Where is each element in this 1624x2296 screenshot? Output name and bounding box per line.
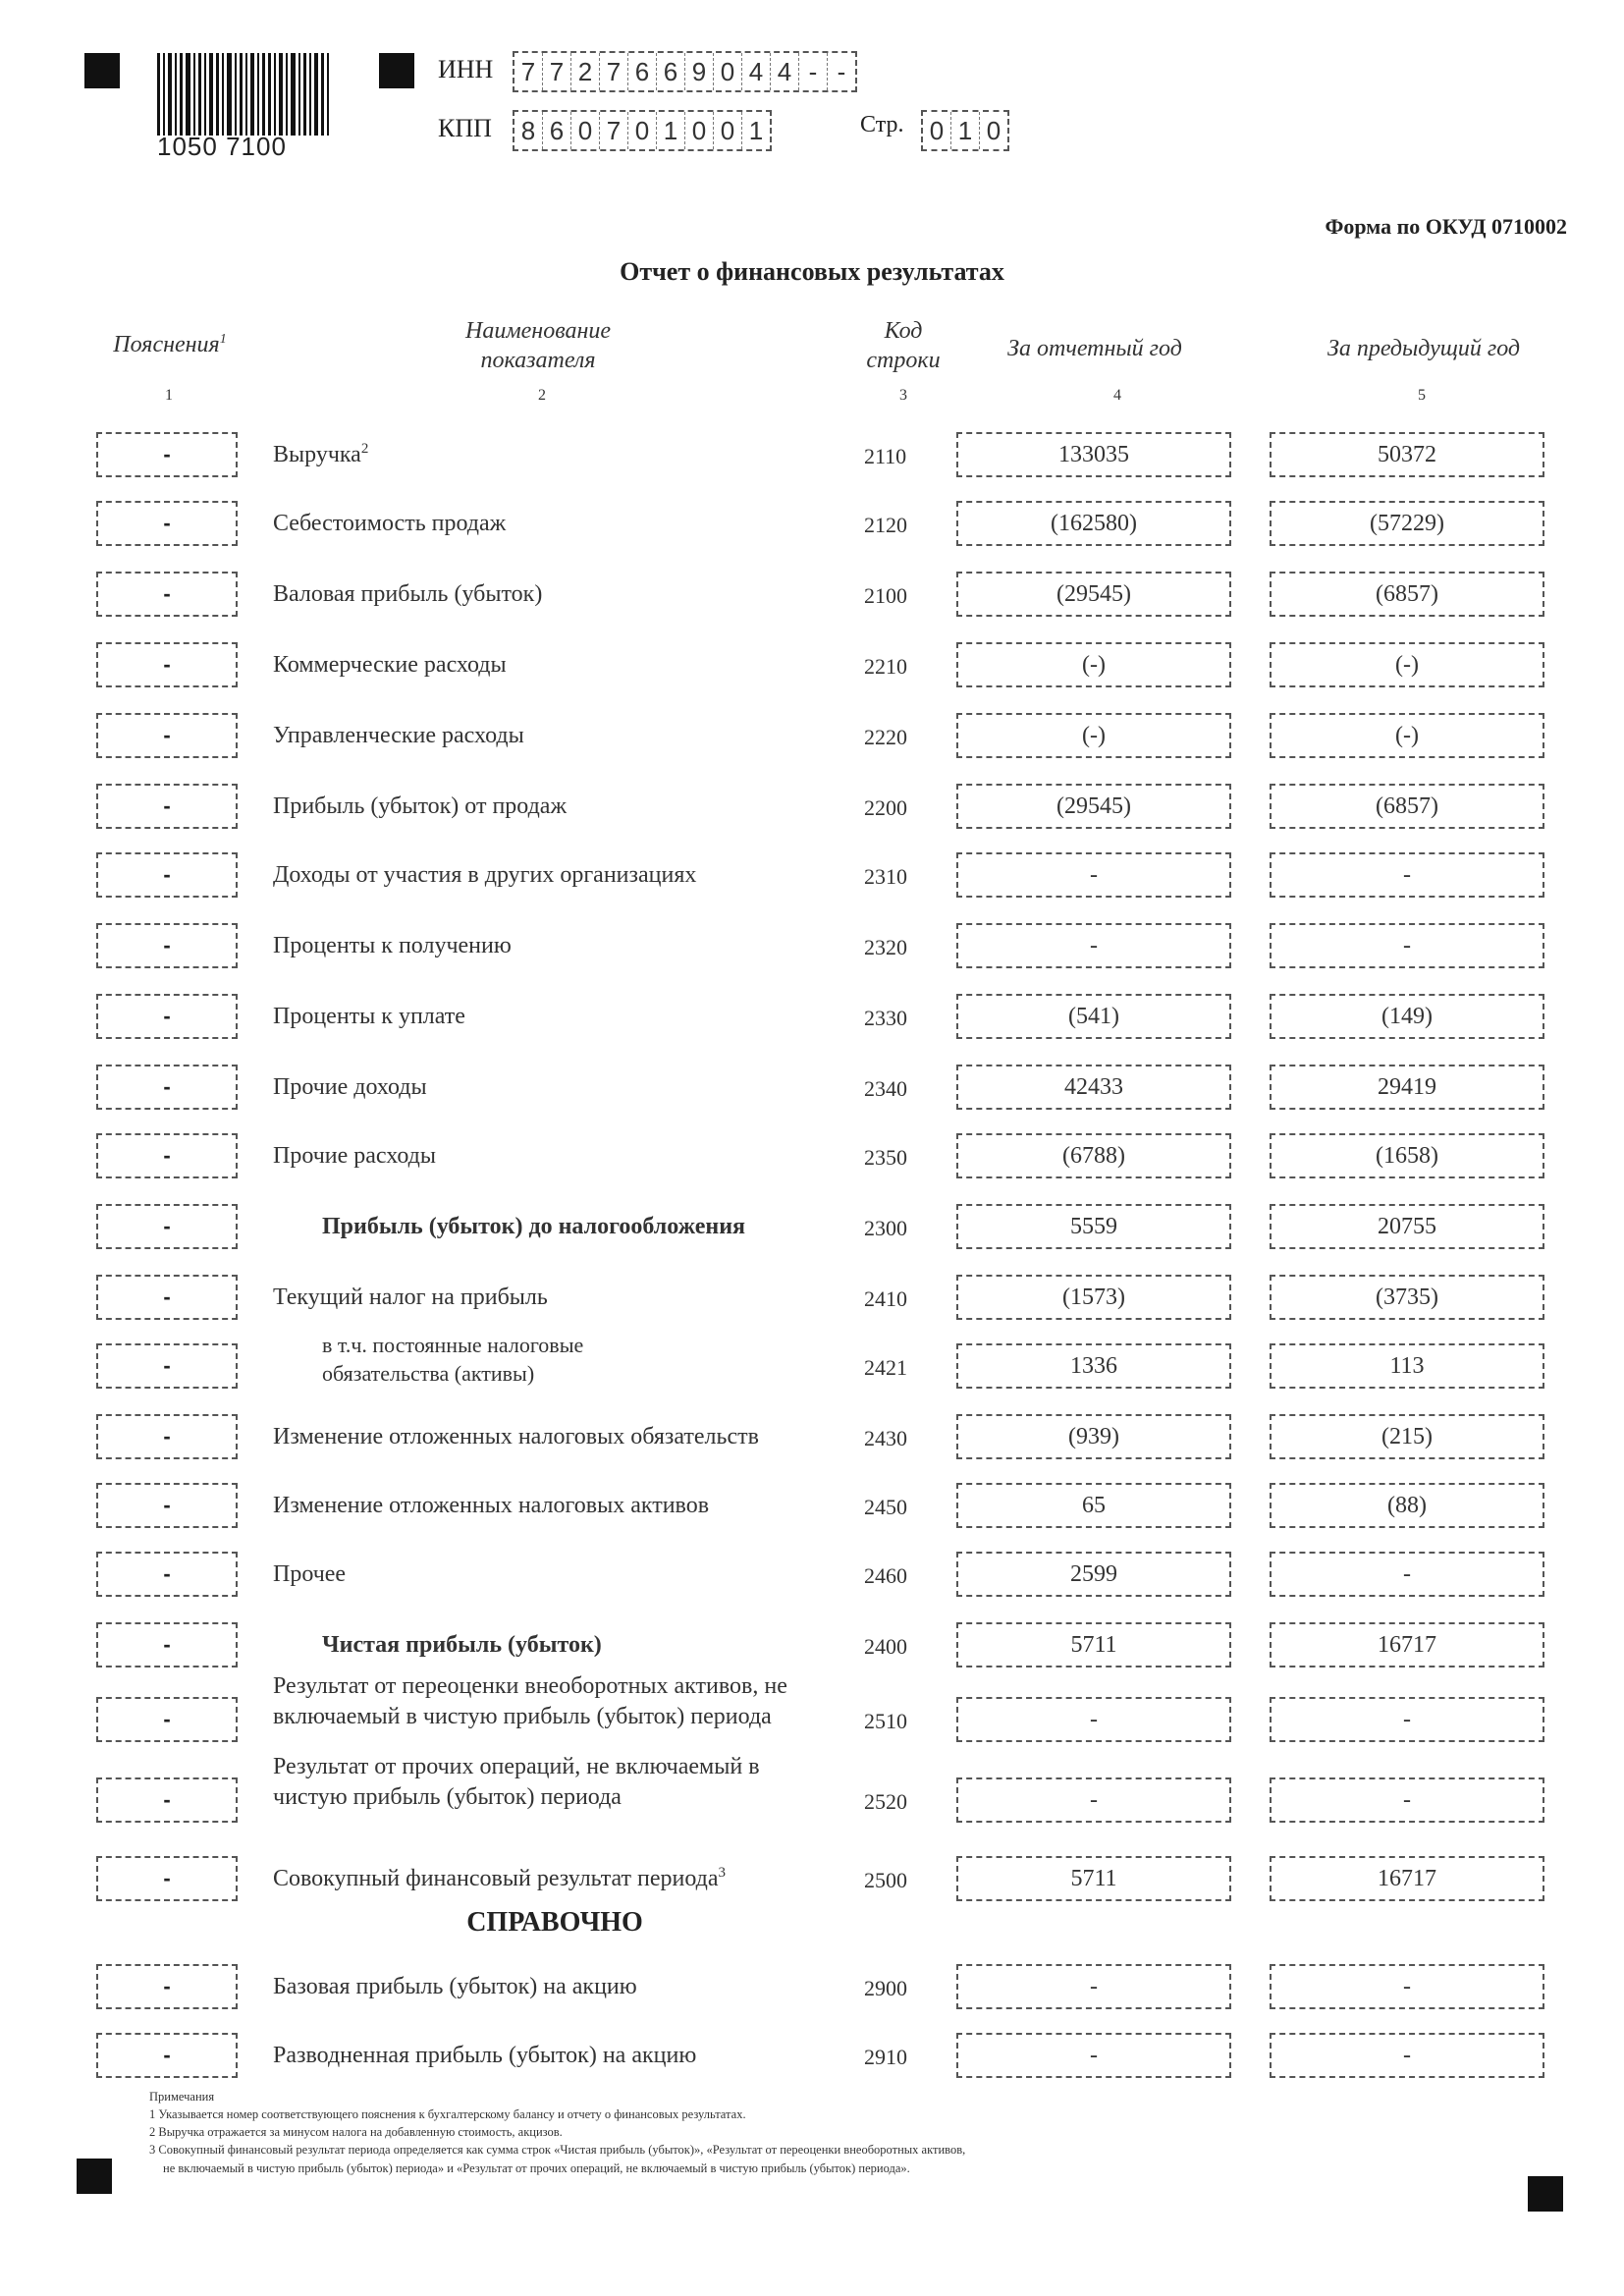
column-number: 4 xyxy=(1113,387,1121,404)
line-code: 2100 xyxy=(864,583,907,608)
indicator-name xyxy=(273,2041,823,2071)
indicator-name xyxy=(273,792,823,822)
explanation-cell: - xyxy=(96,784,238,829)
page-number-field xyxy=(921,110,1009,151)
line-code: 2220 xyxy=(864,725,907,749)
explanation-cell: - xyxy=(96,432,238,477)
header-explanations xyxy=(96,330,244,359)
previous-year-value: (6857) xyxy=(1270,572,1544,617)
current-year-value: 65 xyxy=(956,1483,1231,1528)
registration-mark-top-left xyxy=(84,53,120,88)
explanation-cell: - xyxy=(96,994,238,1039)
indicator-name xyxy=(273,1002,823,1032)
indicator-name xyxy=(273,1283,823,1313)
line-code: 2520 xyxy=(864,1789,907,1814)
previous-year-value: (3735) xyxy=(1270,1275,1544,1320)
explanation-cell: - xyxy=(96,1343,238,1389)
column-number: 5 xyxy=(1418,387,1426,404)
inn-field xyxy=(513,51,857,92)
previous-year-value: (215) xyxy=(1270,1414,1544,1459)
line-code: 2110 xyxy=(864,444,907,468)
barcode-bar xyxy=(250,53,254,136)
barcode-bar xyxy=(209,53,213,136)
barcode-bar xyxy=(321,53,324,136)
indicator-name xyxy=(273,1422,823,1452)
header-current-year: За отчетный год xyxy=(1007,336,1182,361)
explanation-cell: - xyxy=(96,1552,238,1597)
line-code: 2210 xyxy=(864,654,907,679)
indicator-name-text: Разводненная прибыль (убыток) на акцию xyxy=(273,2043,697,2068)
barcode-bar xyxy=(240,53,243,136)
current-year-value: (-) xyxy=(956,642,1231,687)
explanation-cell: - xyxy=(96,1697,238,1742)
barcode-bar xyxy=(198,53,201,136)
inn-digit-cell: 4 xyxy=(741,53,770,90)
explanation-cell: - xyxy=(96,1964,238,2009)
indicator-name xyxy=(273,579,823,610)
current-year-value: (29545) xyxy=(956,572,1231,617)
inn-label: ИНН xyxy=(438,55,494,83)
indicator-name-text: Изменение отложенных налоговых активов xyxy=(273,1493,710,1518)
inn-digit-cell: 0 xyxy=(713,53,741,90)
line-code: 2120 xyxy=(864,513,907,537)
indicator-name xyxy=(322,1630,872,1661)
previous-year-value: (6857) xyxy=(1270,784,1544,829)
indicator-name xyxy=(273,1491,823,1521)
indicator-name xyxy=(273,1752,823,1813)
line-code: 2300 xyxy=(864,1216,907,1240)
indicator-name-text: Валовая прибыль (убыток) xyxy=(273,581,543,607)
explanation-cell: - xyxy=(96,1414,238,1459)
indicator-name-text: Выручка xyxy=(273,442,361,467)
explanation-cell: - xyxy=(96,1204,238,1249)
indicator-name xyxy=(273,1072,823,1103)
footnote-ref: 2 xyxy=(360,441,369,457)
line-code: 2200 xyxy=(864,795,907,820)
indicator-name-text: Коммерческие расходы xyxy=(273,652,507,678)
explanation-cell: - xyxy=(96,1065,238,1110)
line-code: 2340 xyxy=(864,1076,907,1101)
footnote-ref: 3 xyxy=(718,1865,727,1881)
previous-year-value: - xyxy=(1270,923,1544,968)
line-code: 2310 xyxy=(864,864,907,889)
barcode-bar xyxy=(303,53,306,136)
barcode-bar xyxy=(216,53,219,136)
indicator-name xyxy=(273,1559,823,1590)
footnote-3-continued: не включаемый в чистую прибыль (убыток) периода» и «Результат от прочих операций, не включаемый в чистую прибыль (убыток) периода». xyxy=(163,2160,910,2175)
current-year-value: (162580) xyxy=(956,501,1231,546)
line-code: 2350 xyxy=(864,1145,907,1170)
previous-year-value: 50372 xyxy=(1270,432,1544,477)
barcode-bar xyxy=(186,53,190,136)
current-year-value: (1573) xyxy=(956,1275,1231,1320)
current-year-value: - xyxy=(956,2033,1231,2078)
barcode-bar xyxy=(309,53,311,136)
inn-digit-cell: 4 xyxy=(770,53,798,90)
explanation-cell: - xyxy=(96,713,238,758)
indicator-name xyxy=(273,721,823,751)
previous-year-value: - xyxy=(1270,852,1544,898)
indicator-name xyxy=(273,931,823,961)
indicator-name-text: Проценты к получению xyxy=(273,933,512,958)
indicator-name-text: Прочие расходы xyxy=(273,1143,436,1169)
previous-year-value: 16717 xyxy=(1270,1622,1544,1667)
barcode-number: 1050 7100 xyxy=(157,132,287,161)
indicator-name-text: Изменение отложенных налоговых обязательств xyxy=(273,1424,759,1449)
column-number: 2 xyxy=(538,387,546,404)
inn-digit-cell: - xyxy=(827,53,855,90)
barcode-bar xyxy=(268,53,271,136)
registration-mark-bottom-left xyxy=(77,2159,112,2194)
current-year-value: (29545) xyxy=(956,784,1231,829)
kpp-label: КПП xyxy=(438,114,492,142)
previous-year-value: 16717 xyxy=(1270,1856,1544,1901)
line-code: 2910 xyxy=(864,2045,907,2069)
indicator-name-text: Себестоимость продаж xyxy=(273,511,507,536)
indicator-name-text: Прочие доходы xyxy=(273,1074,427,1100)
header-explanations-label: Пояснения xyxy=(113,332,220,357)
inn-digit-cell: 7 xyxy=(599,53,627,90)
registration-mark-top-center xyxy=(379,53,414,88)
inn-digit-cell: - xyxy=(798,53,827,90)
current-year-value: 133035 xyxy=(956,432,1231,477)
indicator-name-text: Прибыль (убыток) от продаж xyxy=(273,793,568,819)
line-code: 2320 xyxy=(864,935,907,959)
kpp-digit-cell: 7 xyxy=(599,112,627,149)
inn-digit-cell: 7 xyxy=(520,56,536,86)
previous-year-value: - xyxy=(1270,1777,1544,1823)
barcode-bar xyxy=(245,53,247,136)
page-title: Отчет о финансовых результатах xyxy=(620,257,1004,286)
barcode-bar xyxy=(157,53,160,136)
explanation-cell: - xyxy=(96,852,238,898)
indicator-name-text: в т.ч. постоянные налоговые обязательства (активы) xyxy=(322,1333,584,1386)
page-digit-cell: 0 xyxy=(929,115,945,145)
inn-digit-cell: 6 xyxy=(656,53,684,90)
page-digit-cell: 1 xyxy=(950,112,979,149)
header-explanations-sup: 1 xyxy=(219,332,227,347)
barcode-bar xyxy=(286,53,288,136)
header-indicator-name: Наименование показателя xyxy=(464,318,612,373)
line-code: 2400 xyxy=(864,1634,907,1659)
line-code: 2330 xyxy=(864,1006,907,1030)
barcode-bar xyxy=(298,53,300,136)
kpp-digit-cell: 0 xyxy=(684,112,713,149)
barcode-bar xyxy=(193,53,195,136)
indicator-name-text: Результат от переоценки внеоборотных активов, не включаемый в чистую прибыль (убыток) периода xyxy=(273,1673,787,1730)
barcode-bar xyxy=(314,53,318,136)
inn-digit-cell: 2 xyxy=(570,53,599,90)
indicator-name-text: Прибыль (убыток) до налогообложения xyxy=(322,1214,746,1239)
inn-digit-cell: 9 xyxy=(684,53,713,90)
column-number: 1 xyxy=(165,387,173,404)
barcode-bar xyxy=(257,53,259,136)
previous-year-value: 20755 xyxy=(1270,1204,1544,1249)
indicator-name xyxy=(273,1972,823,2002)
barcode-bar xyxy=(227,53,232,136)
explanation-cell: - xyxy=(96,1133,238,1178)
indicator-name xyxy=(273,1141,823,1172)
barcode-bar xyxy=(327,53,329,136)
current-year-value: (6788) xyxy=(956,1133,1231,1178)
kpp-digit-cell: 6 xyxy=(542,112,570,149)
footnotes-heading: Примечания xyxy=(149,2090,215,2104)
barcode-bar xyxy=(180,53,183,136)
inn-digit-cell: 6 xyxy=(627,53,656,90)
explanation-cell: - xyxy=(96,1777,238,1823)
header-line-code: Код строки xyxy=(866,318,941,373)
indicator-name-text: Результат от прочих операций, не включаемый в чистую прибыль (убыток) периода xyxy=(273,1754,760,1811)
indicator-name xyxy=(273,650,823,681)
barcode-bar xyxy=(175,53,177,136)
footnote-3: 3 Совокупный финансовый результат периода определяется как сумма строк «Чистая прибыль (убыток)», «Результат от переоценки внеоборотных активов, xyxy=(149,2143,966,2158)
line-code: 2410 xyxy=(864,1286,907,1311)
current-year-value: - xyxy=(956,852,1231,898)
current-year-value: 1336 xyxy=(956,1343,1231,1389)
barcode-lines xyxy=(157,53,342,136)
indicator-name-text: Чистая прибыль (убыток) xyxy=(322,1632,602,1658)
page-label: Стр. xyxy=(860,112,904,137)
barcode-bar xyxy=(262,53,265,136)
footnotes xyxy=(149,2088,965,2177)
line-code: 2460 xyxy=(864,1563,907,1588)
registration-mark-bottom-right xyxy=(1528,2176,1563,2212)
current-year-value: - xyxy=(956,1697,1231,1742)
explanation-cell: - xyxy=(96,1622,238,1667)
previous-year-value: (57229) xyxy=(1270,501,1544,546)
current-year-value: 5711 xyxy=(956,1622,1231,1667)
barcode-bar xyxy=(204,53,206,136)
previous-year-value: - xyxy=(1270,2033,1544,2078)
kpp-digit-cell: 0 xyxy=(627,112,656,149)
previous-year-value: (-) xyxy=(1270,642,1544,687)
column-number: 3 xyxy=(899,387,907,404)
previous-year-value: (149) xyxy=(1270,994,1544,1039)
indicator-name-text: Доходы от участия в других организациях xyxy=(273,862,697,888)
barcode-bar xyxy=(291,53,296,136)
barcode-bar xyxy=(163,53,165,136)
barcode-bar xyxy=(274,53,276,136)
explanation-cell: - xyxy=(96,501,238,546)
current-year-value: 5711 xyxy=(956,1856,1231,1901)
previous-year-value: 113 xyxy=(1270,1343,1544,1389)
current-year-value: (939) xyxy=(956,1414,1231,1459)
barcode-bar xyxy=(222,53,224,136)
line-code: 2421 xyxy=(864,1355,907,1380)
indicator-name xyxy=(322,1212,872,1242)
indicator-name-text: Базовая прибыль (убыток) на акцию xyxy=(273,1974,637,1999)
section-title-reference: СПРАВОЧНО xyxy=(466,1907,643,1938)
footnote-2: 2 Выручка отражается за минусом налога на добавленную стоимость, акцизов. xyxy=(149,2125,563,2140)
barcode-bar xyxy=(279,53,283,136)
current-year-value: (541) xyxy=(956,994,1231,1039)
explanation-cell: - xyxy=(96,642,238,687)
kpp-digit-cell: 1 xyxy=(741,112,770,149)
line-code: 2430 xyxy=(864,1426,907,1450)
barcode xyxy=(157,53,342,161)
previous-year-value: - xyxy=(1270,1964,1544,2009)
indicator-name-text: Совокупный финансовый результат периода xyxy=(273,1866,719,1891)
line-code: 2510 xyxy=(864,1709,907,1733)
indicator-name xyxy=(273,509,823,539)
explanation-cell: - xyxy=(96,1275,238,1320)
previous-year-value: - xyxy=(1270,1697,1544,1742)
form-code: Форма по ОКУД 0710002 xyxy=(1325,214,1567,239)
indicator-name xyxy=(273,1671,823,1732)
page-digit-cell: 0 xyxy=(979,112,1007,149)
indicator-name-text: Текущий налог на прибыль xyxy=(273,1285,548,1310)
indicator-name xyxy=(273,860,823,891)
kpp-digit-cell: 0 xyxy=(570,112,599,149)
barcode-bar xyxy=(235,53,237,136)
line-code: 2450 xyxy=(864,1495,907,1519)
line-code: 2900 xyxy=(864,1976,907,2000)
kpp-digit-cell: 0 xyxy=(713,112,741,149)
current-year-value: 5559 xyxy=(956,1204,1231,1249)
barcode-bar xyxy=(168,53,172,136)
kpp-field xyxy=(513,110,772,151)
indicator-name-text: Прочее xyxy=(273,1561,347,1587)
current-year-value: 42433 xyxy=(956,1065,1231,1110)
inn-digit-cell: 7 xyxy=(542,53,570,90)
explanation-cell: - xyxy=(96,1483,238,1528)
kpp-digit-cell: 8 xyxy=(520,115,536,145)
line-code: 2500 xyxy=(864,1868,907,1892)
current-year-value: - xyxy=(956,1964,1231,2009)
previous-year-value: - xyxy=(1270,1552,1544,1597)
indicator-name-text: Управленческие расходы xyxy=(273,723,524,748)
indicator-name xyxy=(322,1332,676,1388)
previous-year-value: (88) xyxy=(1270,1483,1544,1528)
current-year-value: - xyxy=(956,1777,1231,1823)
explanation-cell: - xyxy=(96,2033,238,2078)
previous-year-value: 29419 xyxy=(1270,1065,1544,1110)
explanation-cell: - xyxy=(96,1856,238,1901)
explanation-cell: - xyxy=(96,923,238,968)
indicator-name-text: Проценты к уплате xyxy=(273,1004,465,1029)
indicator-name xyxy=(273,1864,823,1894)
previous-year-value: (-) xyxy=(1270,713,1544,758)
current-year-value: (-) xyxy=(956,713,1231,758)
current-year-value: - xyxy=(956,923,1231,968)
kpp-digit-cell: 1 xyxy=(656,112,684,149)
previous-year-value: (1658) xyxy=(1270,1133,1544,1178)
footnote-1: 1 Указывается номер соответствующего пояснения к бухгалтерскому балансу и отчету о финансовых результатах. xyxy=(149,2107,746,2122)
indicator-name xyxy=(273,440,823,470)
current-year-value: 2599 xyxy=(956,1552,1231,1597)
header-previous-year: За предыдущий год xyxy=(1326,336,1521,361)
explanation-cell: - xyxy=(96,572,238,617)
